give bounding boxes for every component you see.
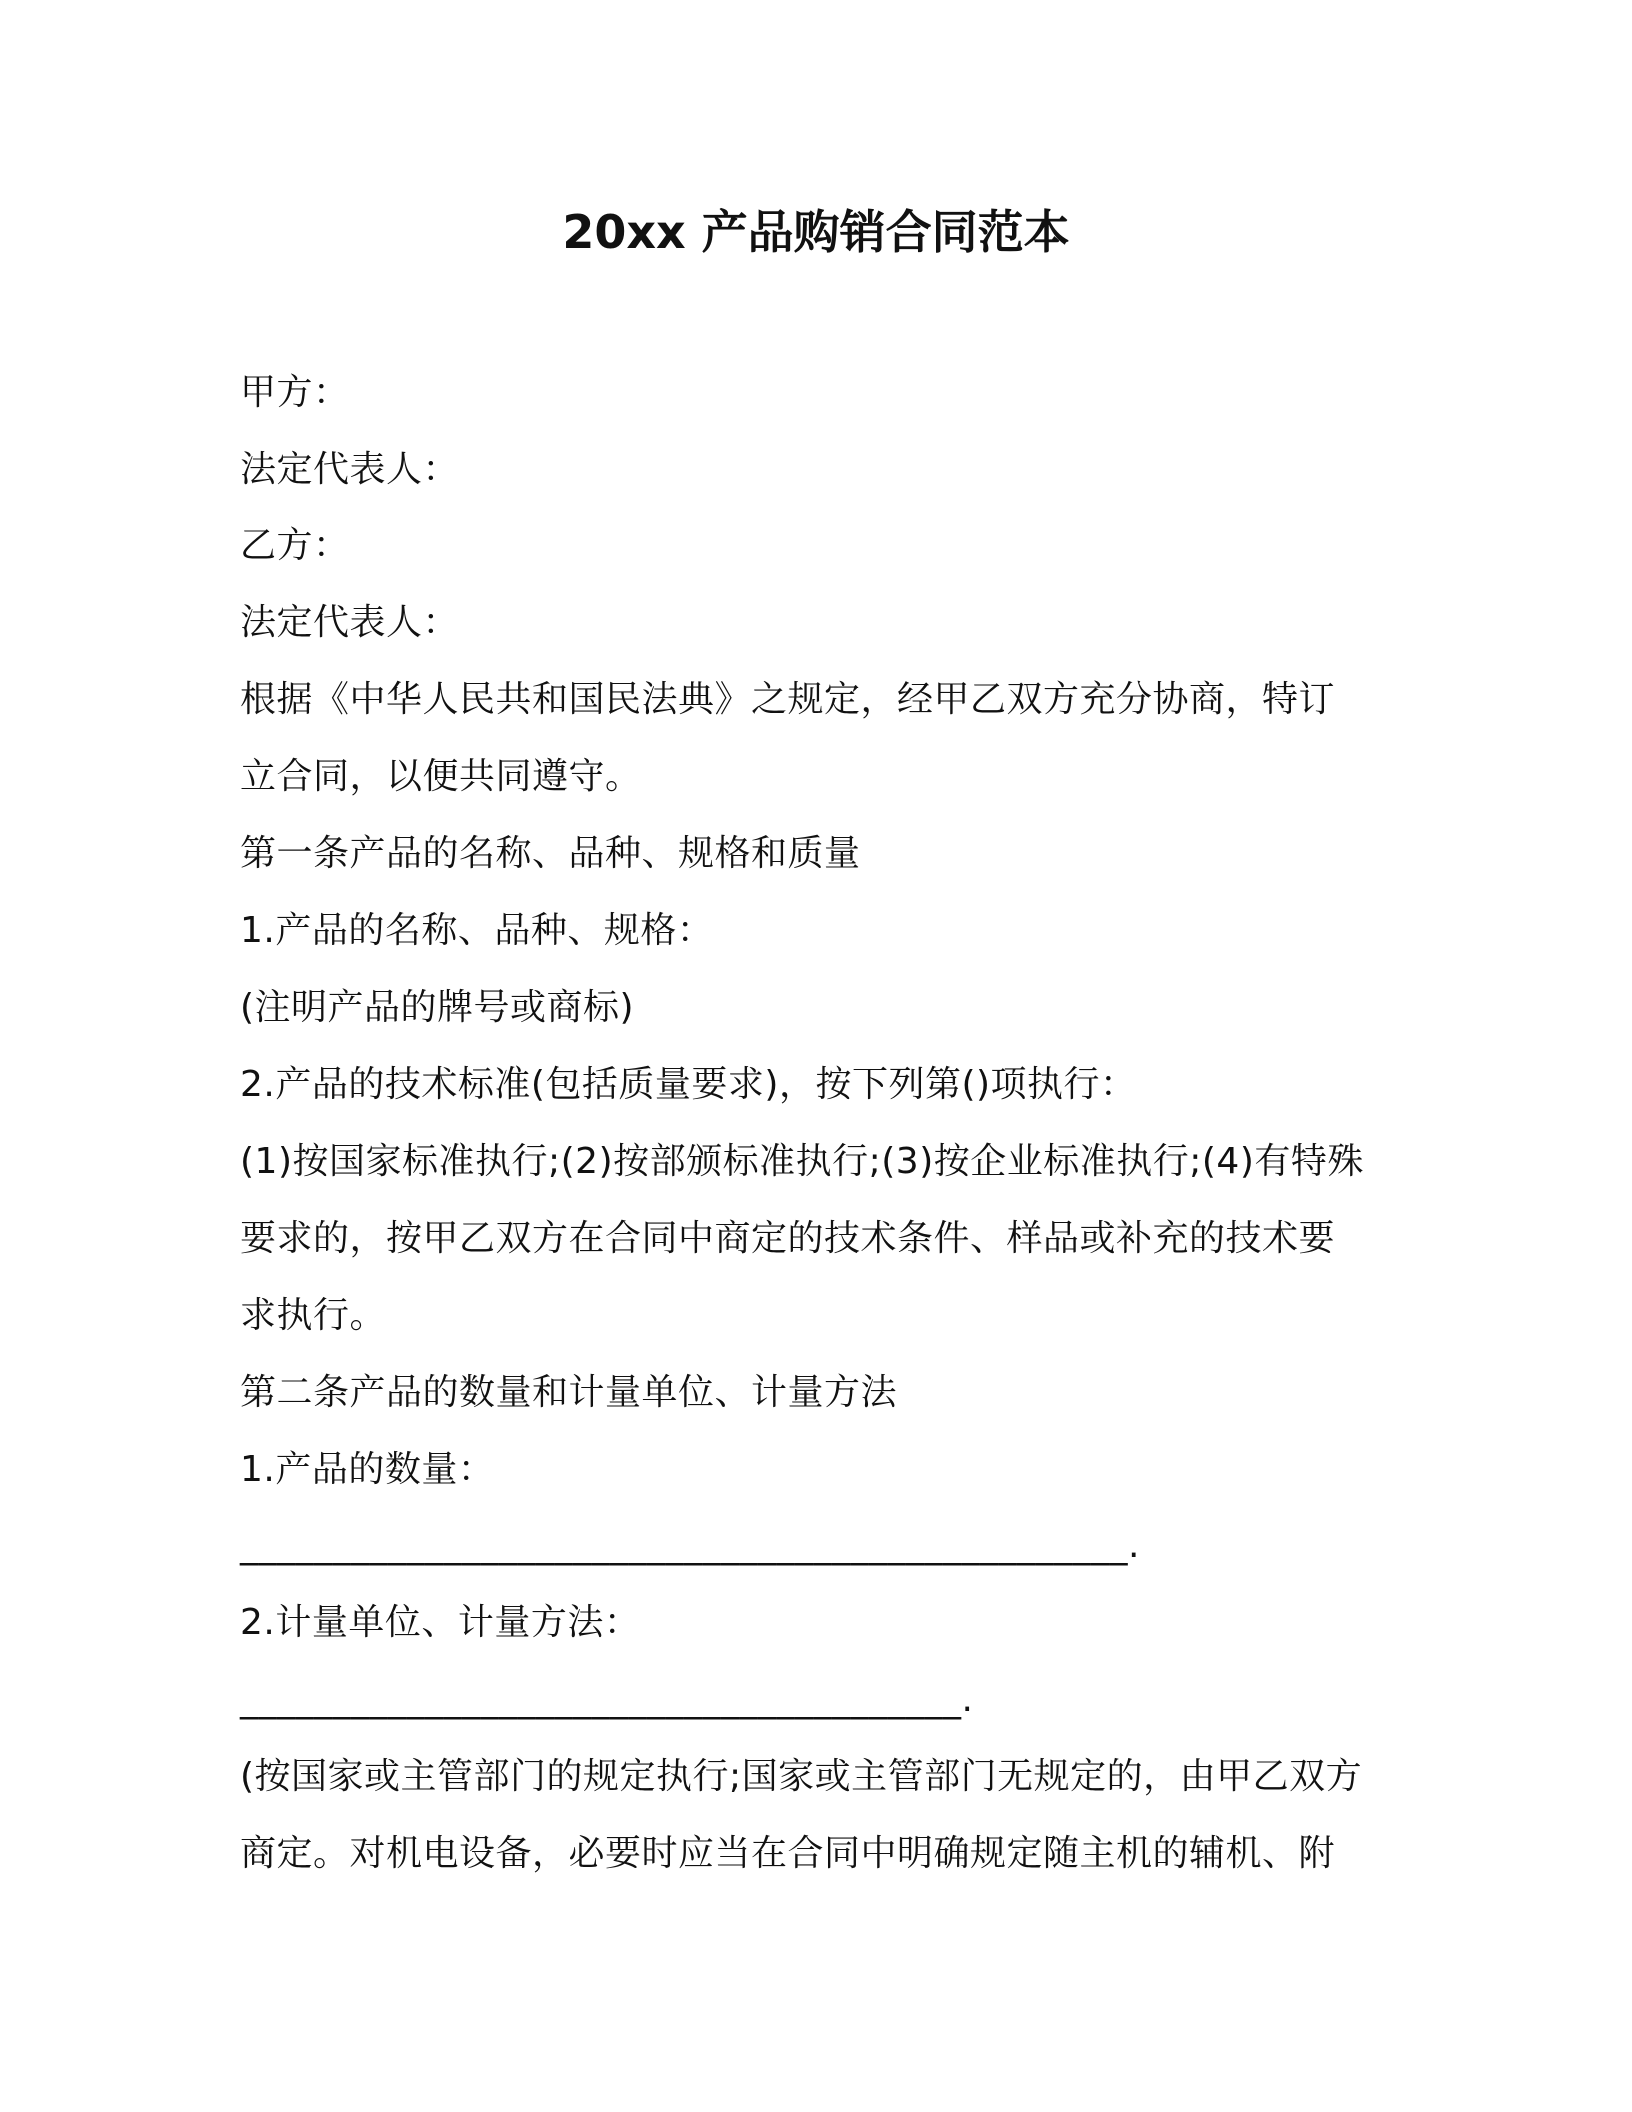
article-2-item-1: 1.产品的数量： — [240, 1449, 495, 1490]
preamble-line-1: 根据《中华人民共和国民法典》之规定，经甲乙双方充分协商，特订 — [240, 679, 1336, 720]
party-a-label: 甲方： — [240, 372, 350, 413]
article-1-item-2: 2.产品的技术标准(包括质量要求)，按下列第()项执行： — [240, 1064, 1137, 1105]
quantity-blank-line: ________________________________________________. — [240, 1525, 1140, 1566]
measurement-note-line-2: 商定。对机电设备，必要时应当在合同中明确规定随主机的辅机、附 — [240, 1833, 1336, 1874]
party-b-representative-label: 法定代表人： — [240, 602, 460, 643]
party-b-label: 乙方： — [240, 525, 350, 566]
standards-line-1: (1)按国家标准执行;(2)按部颁标准执行;(3)按企业标准执行;(4)有特殊 — [240, 1141, 1364, 1182]
article-1-item-1-note: (注明产品的牌号或商标) — [240, 987, 635, 1028]
article-2-heading: 第二条产品的数量和计量单位、计量方法 — [240, 1372, 898, 1413]
article-1-item-1: 1.产品的名称、品种、规格： — [240, 910, 714, 951]
measurement-note-line-1: (按国家或主管部门的规定执行;国家或主管部门无规定的，由甲乙双方 — [240, 1756, 1363, 1797]
measurement-blank-line: _______________________________________. — [240, 1679, 974, 1720]
article-1-heading: 第一条产品的名称、品种、规格和质量 — [240, 833, 861, 874]
party-a-representative-label: 法定代表人： — [240, 449, 460, 490]
article-2-item-2: 2.计量单位、计量方法： — [240, 1602, 641, 1643]
standards-line-3: 求执行。 — [240, 1295, 387, 1336]
preamble-line-2: 立合同，以便共同遵守。 — [240, 756, 642, 797]
document-title: 20xx 产品购销合同范本 — [562, 205, 1070, 259]
standards-line-2: 要求的，按甲乙双方在合同中商定的技术条件、样品或补充的技术要 — [240, 1218, 1336, 1259]
